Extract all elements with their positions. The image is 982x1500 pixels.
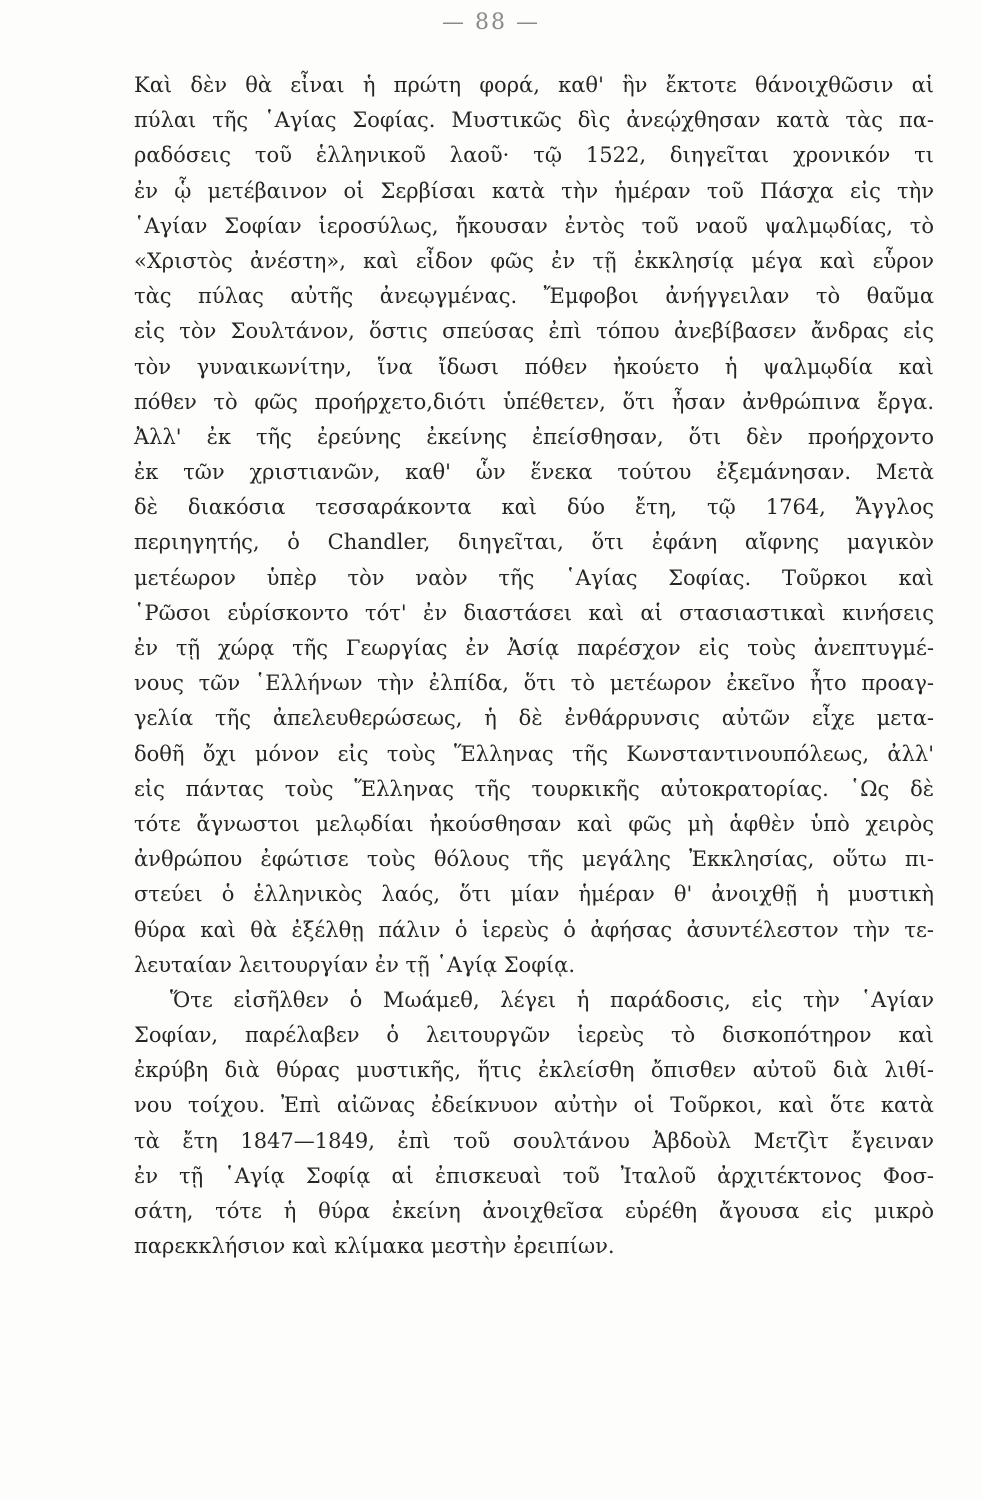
text-line: τὸν γυναικωνίτην, ἵνα ἴδωσι πόθεν ἠκούετο ἡ ψαλμῳδία καὶ xyxy=(134,354,934,379)
text-line: λευταίαν λειτουργίαν ἐν τῇ ῾Αγίᾳ Σοφίᾳ. xyxy=(134,952,575,977)
text-line: «Χριστὸς ἀνέστη», καὶ εἶδον φῶς ἐν τῇ ἐκκλησίᾳ μέγα καὶ εὗρον xyxy=(134,248,934,273)
paragraph xyxy=(134,68,934,983)
text-line: ἐν ᾧ μετέβαινον οἱ Σερβίσαι κατὰ τὴν ἡμέραν τοῦ Πάσχα εἰς τὴν xyxy=(134,178,934,203)
text-line: ἐν τῇ χώρᾳ τῆς Γεωργίας ἐν Ἀσίᾳ παρέσχον εἰς τοὺς ἀνεπτυγμέ- xyxy=(134,636,934,660)
text-line: ἐκ τῶν χριστιανῶν, καθ' ὧν ἕνεκα τούτου ἐξεμάνησαν. Μετὰ xyxy=(134,460,934,485)
text-line: Ἀλλ' ἐκ τῆς ἐρεύνης ἐκείνης ἐπείσθησαν, ὅτι δὲν προήρχοντο xyxy=(134,424,934,449)
text-line: θύρα καὶ θὰ ἐξέλθῃ πάλιν ὁ ἱερεὺς ὁ ἀφήσας ἀσυντέλεστον τὴν τε- xyxy=(134,917,934,942)
text-line: Σοφίαν, παρέλαβεν ὁ λειτουργῶν ἱερεὺς τὸ δισκοπότηρον καὶ xyxy=(134,1023,934,1048)
text-line: περιηγητής, ὁ Chandler, διηγεῖται, ὅτι ἐφάνη αἴφνης μαγικὸν xyxy=(134,530,934,555)
text-line: δὲ διακόσια τεσσαράκοντα καὶ δύο ἔτη, τῷ 1764, Ἄγγλος xyxy=(134,495,934,520)
text-line: πόθεν τὸ φῶς προήρχετο,διότι ὑπέθετεν, ὅτι ἦσαν ἀνθρώπινα ἔργα. xyxy=(134,389,934,414)
text-line: ἀνθρώπου ἐφώτισε τοὺς θόλους τῆς μεγάλης Ἐκκλησίας, οὕτω πι- xyxy=(134,847,934,872)
text-line: δοθῆ ὄχι μόνον εἰς τοὺς Ἕλληνας τῆς Κωνσταντινουπόλεως, ἀλλ' xyxy=(134,741,934,766)
text-line: τότε ἄγνωστοι μελῳδίαι ἠκούσθησαν καὶ φῶς μὴ ἁφθὲν ὑπὸ χειρὸς xyxy=(134,811,934,836)
text-line: σάτη, τότε ἡ θύρα ἐκείνη ἀνοιχθεῖσα εὑρέθη ἄγουσα εἰς μικρὸ xyxy=(134,1199,934,1223)
text-line: ῾Αγίαν Σοφίαν ἱεροσύλως, ἤκουσαν ἐντὸς τοῦ ναοῦ ψαλμῳδίας, τὸ xyxy=(134,213,934,238)
text-line: νους τῶν ῾Ελλήνων τὴν ἐλπίδα, ὅτι τὸ μετέωρον ἐκεῖνο ἦτο προαγ- xyxy=(134,671,934,696)
text-line: στεύει ὁ ἑλληνικὸς λαός, ὅτι μίαν ἡμέραν θ' ἀνοιχθῇ ἡ μυστικὴ xyxy=(134,882,934,907)
text-line: ραδόσεις τοῦ ἑλληνικοῦ λαοῦ· τῷ 1522, διηγεῖται χρονικόν τι xyxy=(134,143,934,168)
paragraph xyxy=(134,983,934,1265)
text-line: Ὅτε εἰσῆλθεν ὁ Μωάμεθ, λέγει ἡ παράδοσις, εἰς τὴν ῾Αγίαν xyxy=(170,987,934,1012)
text-line: εἰς πάντας τοὺς Ἕλληνας τῆς τουρκικῆς αὐτοκρατορίας. ῾Ως δὲ xyxy=(134,776,934,801)
text-line: γελία τῆς ἀπελευθερώσεως, ἡ δὲ ἐνθάρρυνσις αὐτῶν εἶχε μετα- xyxy=(134,706,934,731)
text-line: τὰ ἔτη 1847—1849, ἐπὶ τοῦ σουλτάνου Ἀβδοὺλ Μετζὶτ ἔγειναν xyxy=(134,1128,934,1153)
text-line: Καὶ δὲν θὰ εἶναι ἡ πρώτη φορά, καθ' ἣν ἔκτοτε θάνοιχθῶσιν αἱ xyxy=(134,73,934,97)
text-line: ἐκρύβη διὰ θύρας μυστικῆς, ἥτις ἐκλείσθη ὄπισθεν αὐτοῦ διὰ λιθί- xyxy=(134,1058,934,1083)
body-text xyxy=(134,68,934,1264)
page-number: — 88 — xyxy=(442,10,540,35)
text-line: παρεκκλήσιον καὶ κλίμακα μεστὴν ἐρειπίων. xyxy=(134,1234,615,1259)
text-line: μετέωρον ὑπὲρ τὸν ναὸν τῆς ῾Αγίας Σοφίας. Τοῦρκοι καὶ xyxy=(134,565,934,590)
text-line: ἐν τῇ ῾Αγίᾳ Σοφίᾳ αἱ ἐπισκευαὶ τοῦ Ἰταλοῦ ἀρχιτέκτονος Φοσ- xyxy=(134,1163,934,1188)
text-line: εἰς τὸν Σουλτάνον, ὅστις σπεύσας ἐπὶ τόπου ἀνεβίβασεν ἄνδρας εἰς xyxy=(134,319,934,344)
text-line: τὰς πύλας αὐτῆς ἀνεῳγμένας. Ἔμφοβοι ἀνήγγειλαν τὸ θαῦμα xyxy=(134,284,934,309)
text-line: νου τοίχου. Ἐπὶ αἰῶνας ἐδείκνυον αὐτὴν οἱ Τοῦρκοι, καὶ ὅτε κατὰ xyxy=(134,1093,934,1118)
text-line: πύλαι τῆς ῾Αγίας Σοφίας. Μυστικῶς δὶς ἀνεῴχθησαν κατὰ τὰς πα- xyxy=(134,108,934,133)
text-line: ῾Ρῶσοι εὑρίσκοντο τότ' ἐν διαστάσει καὶ αἱ στασιαστικαὶ κινήσεις xyxy=(134,600,934,625)
